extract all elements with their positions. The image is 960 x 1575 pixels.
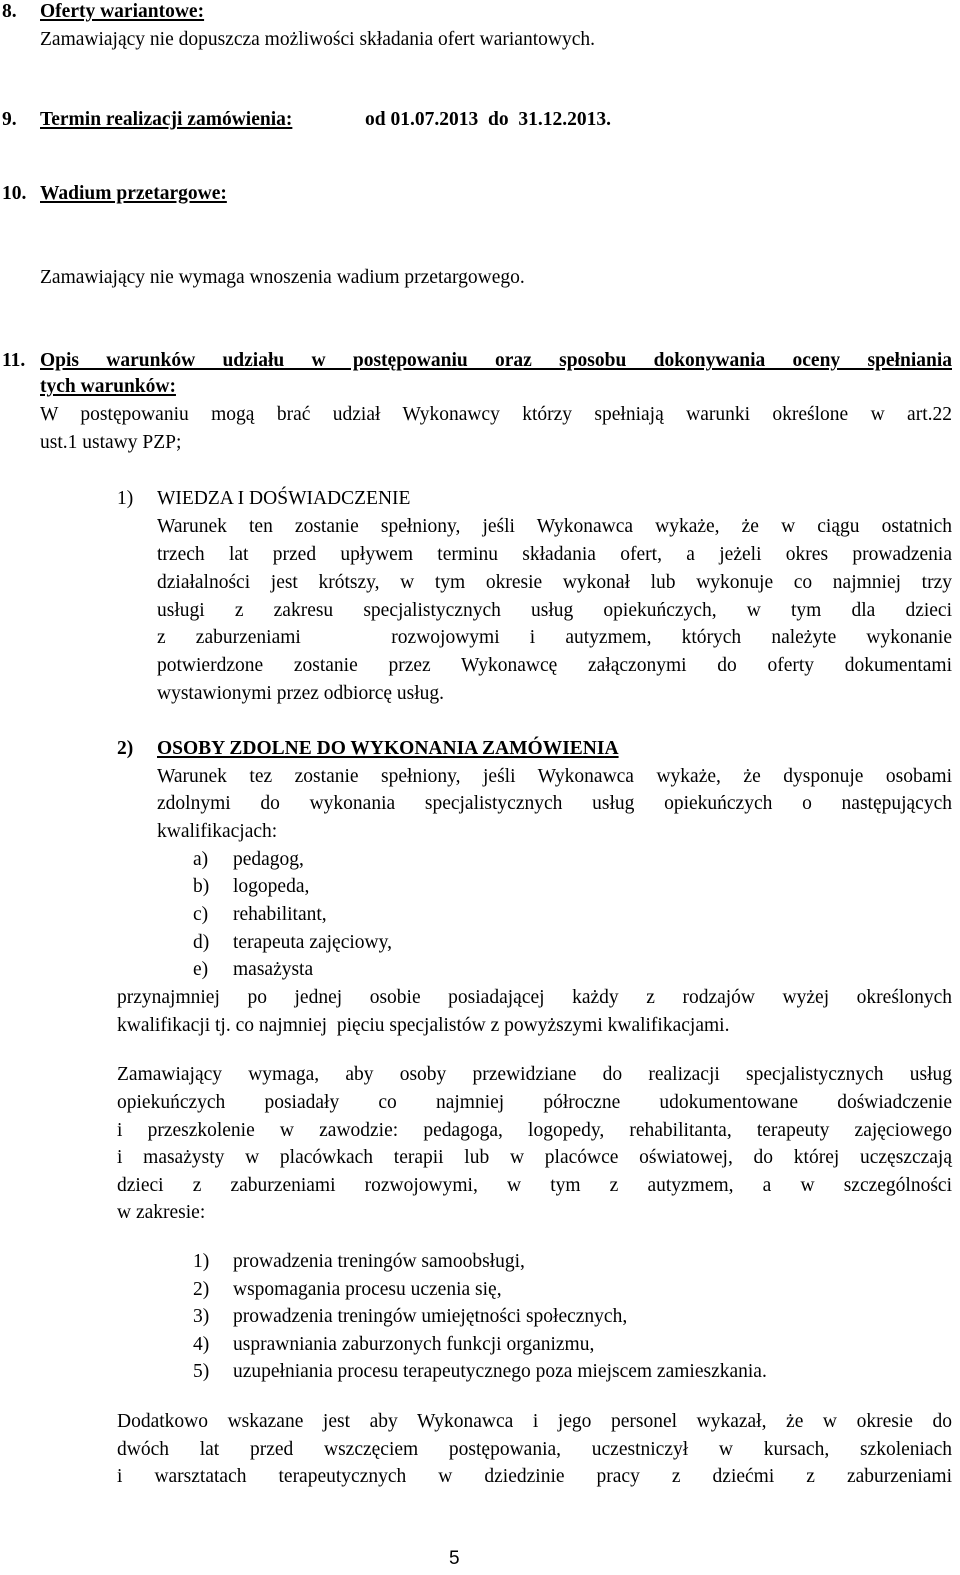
requirement-line: opiekuńczych posiadały co najmniej półroczne udokumentowane doświadczenie <box>117 1092 952 1113</box>
qualification-marker: a) <box>193 849 209 870</box>
section-9-heading: Termin realizacji zamówienia: <box>40 109 293 130</box>
condition-1-line: potwierdzone zostanie przez Wykonawcę załączonymi do oferty dokumentami <box>157 655 952 676</box>
section-10-text: Zamawiający nie wymaga wnoszenia wadium przetargowego. <box>40 267 525 288</box>
additional-line: i warsztatach terapeutycznych w dziedzinie pracy z dziećmi z zaburzeniami <box>117 1466 952 1487</box>
section-8-number: 8. <box>2 1 17 22</box>
scope-item: usprawniania zaburzonych funkcji organizmu, <box>233 1334 595 1355</box>
condition-2-line: zdolnymi do wykonania specjalistycznych usług opiekuńczych o następujących <box>157 793 952 814</box>
page-number: 5 <box>449 1548 460 1569</box>
section-9-number: 9. <box>2 109 17 130</box>
qualification-marker: d) <box>193 932 210 953</box>
qualification-marker: e) <box>193 959 209 980</box>
condition-2-title: OSOBY ZDOLNE DO WYKONANIA ZAMÓWIENIA <box>157 738 619 759</box>
condition-1-line: działalności jest krótszy, w tym okresie wykonał lub wykonuje co najmniej trzy <box>157 572 952 593</box>
scope-item: uzupełniania procesu terapeutycznego poza miejscem zamieszkania. <box>233 1361 767 1382</box>
condition-2-line: Warunek tez zostanie spełniony, jeśli Wykonawca wykaże, że dysponuje osobami <box>157 766 952 787</box>
qualification-item: pedagog, <box>233 849 304 870</box>
condition-1-number: 1) <box>117 488 134 509</box>
requirement-line: i masażysty w placówkach terapii lub w placówce oświatowej, do której uczęszczają <box>117 1147 952 1168</box>
additional-line: Dodatkowo wskazane jest aby Wykonawca i jego personel wykazał, że w okresie do <box>117 1411 952 1432</box>
condition-1-title: WIEDZA I DOŚWIADCZENIE <box>157 488 411 509</box>
section-10-number: 10. <box>2 183 27 204</box>
qualification-item: logopeda, <box>233 876 310 897</box>
section-11-intro-line2: ust.1 ustawy PZP; <box>40 432 182 453</box>
scope-marker: 5) <box>193 1361 210 1382</box>
section-8-heading: Oferty wariantowe: <box>40 1 205 22</box>
section-11-number: 11. <box>2 350 26 371</box>
section-11-heading-line2: tych warunków: <box>40 376 176 397</box>
scope-item: wspomagania procesu uczenia się, <box>233 1279 502 1300</box>
condition-1-line: trzech lat przed upływem terminu składania ofert, a jeżeli okres prowadzenia <box>157 544 952 565</box>
condition-1-line: wystawionymi przez odbiorcę usług. <box>157 683 445 704</box>
qualification-marker: b) <box>193 876 210 897</box>
condition-2-number: 2) <box>117 738 134 759</box>
section-9-text: od 01.07.2013 do 31.12.2013. <box>365 109 611 130</box>
condition-1-line: usługi z zakresu specjalistycznych usług opiekuńczych, w tym dla dzieci <box>157 600 952 621</box>
section-11-heading-line1: Opis warunków udziału w postępowaniu oraz sposobu dokonywania oceny spełniania <box>40 350 952 371</box>
section-10-heading: Wadium przetargowe: <box>40 183 227 204</box>
qualification-marker: c) <box>193 904 209 925</box>
condition-2-line: kwalifikacjach: <box>157 821 278 842</box>
scope-marker: 1) <box>193 1251 210 1272</box>
requirement-line: Zamawiający wymaga, aby osoby przewidziane do realizacji specjalistycznych usług <box>117 1064 952 1085</box>
condition-2-closing-line1: przynajmniej po jednej osobie posiadającej każdy z rodzajów wyżej określonych <box>117 987 952 1008</box>
requirement-line: w zakresie: <box>117 1202 206 1223</box>
qualification-item: masażysta <box>233 959 314 980</box>
condition-1-line: Warunek ten zostanie spełniony, jeśli Wykonawca wykaże, że w ciągu ostatnich <box>157 516 952 537</box>
scope-item: prowadzenia treningów umiejętności społecznych, <box>233 1306 628 1327</box>
scope-item: prowadzenia treningów samoobsługi, <box>233 1251 525 1272</box>
condition-2-closing-line2: kwalifikacji tj. co najmniej pięciu specjalistów z powyższymi kwalifikacjami. <box>117 1015 730 1036</box>
scope-marker: 3) <box>193 1306 210 1327</box>
scope-marker: 4) <box>193 1334 210 1355</box>
requirement-line: i przeszkolenie w zawodzie: pedagoga, logopedy, rehabilitanta, terapeuty zajęciowego <box>117 1120 952 1141</box>
section-11-intro-line1: W postępowaniu mogą brać udział Wykonawcy którzy spełniają warunki określone w art.22 <box>40 404 952 425</box>
requirement-line: dzieci z zaburzeniami rozwojowymi, w tym z autyzmem, a w szczególności <box>117 1175 952 1196</box>
qualification-item: terapeuta zajęciowy, <box>233 932 392 953</box>
additional-line: dwóch lat przed wszczęciem postępowania, uczestniczył w kursach, szkoleniach <box>117 1439 952 1460</box>
qualification-item: rehabilitant, <box>233 904 327 925</box>
condition-1-line: z zaburzeniami rozwojowymi i autyzmem, których należyte wykonanie <box>157 627 952 648</box>
scope-marker: 2) <box>193 1279 210 1300</box>
section-8-text: Zamawiający nie dopuszcza możliwości składania ofert wariantowych. <box>40 29 595 50</box>
